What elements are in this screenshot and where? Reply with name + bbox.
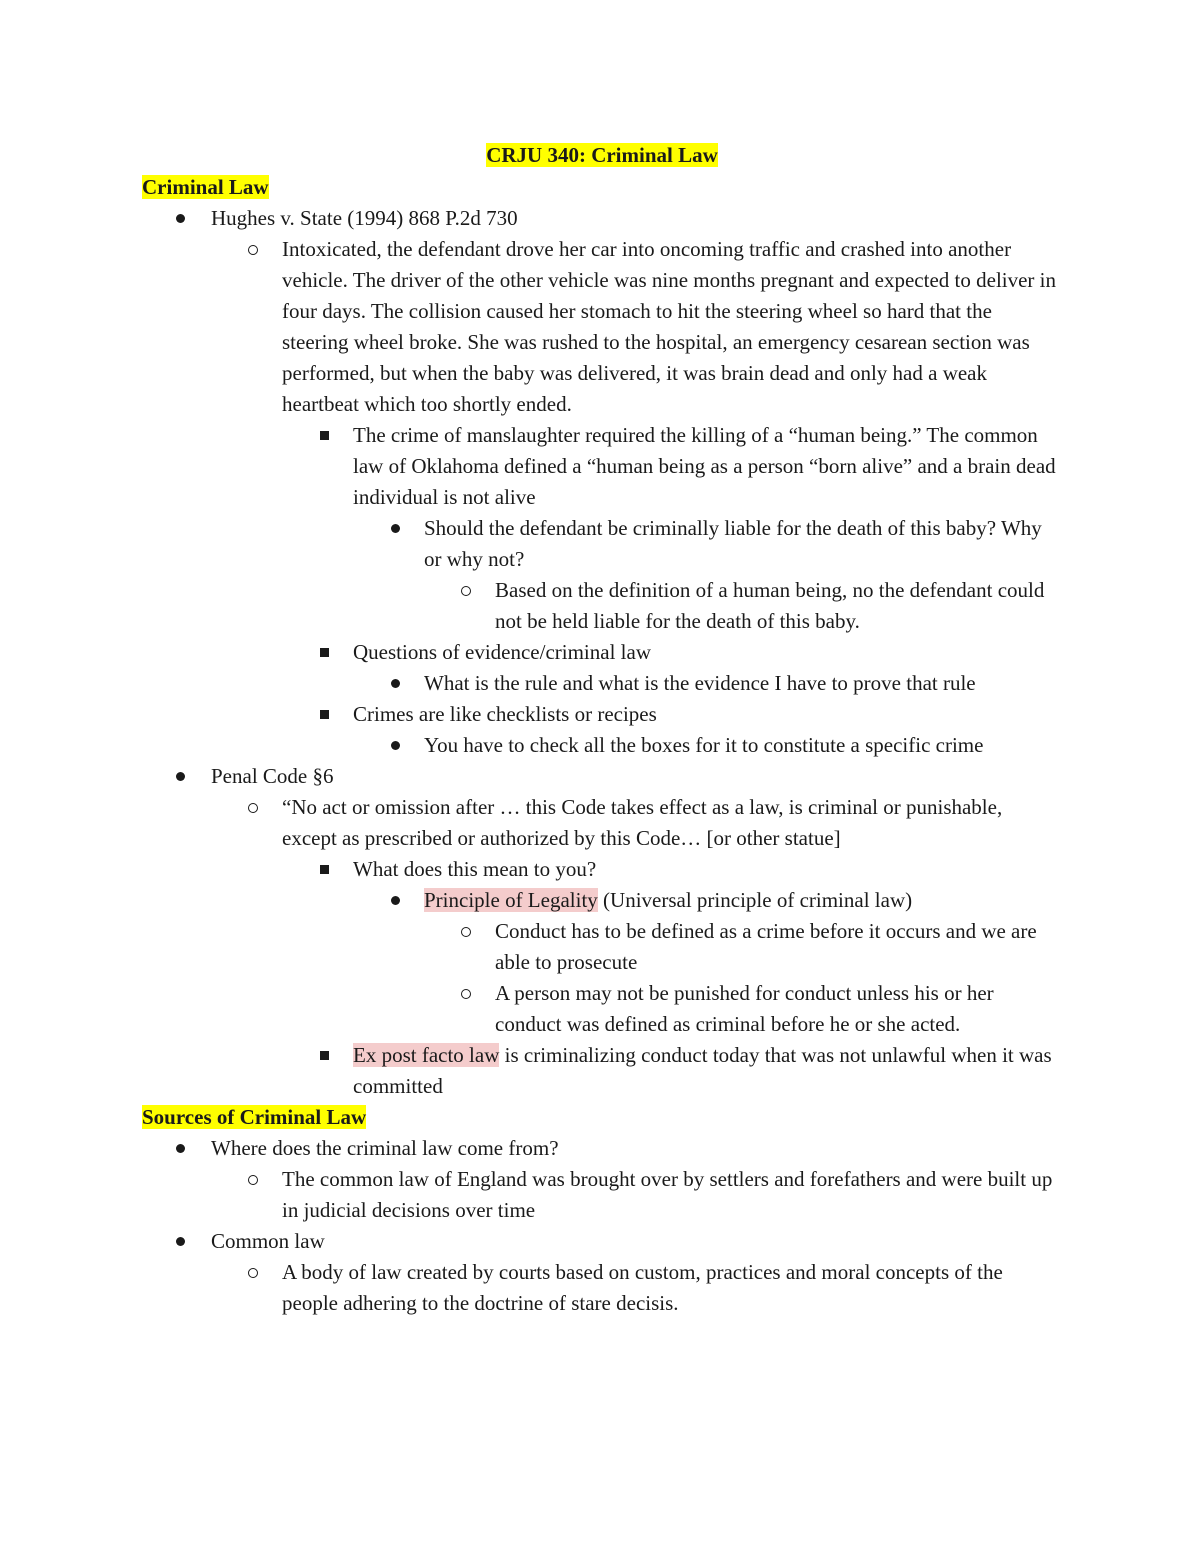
legality-description: (Universal principle of criminal law)	[597, 888, 913, 912]
liability-question: Should the defendant be criminally liable for the death of this baby? Why or why not?	[424, 516, 1042, 571]
common-law-definition: A body of law created by courts based on custom, practices and moral concepts of the people adhering to the doctrine of stare decisis.	[282, 1260, 1003, 1315]
ex-post-facto-term: Ex post facto law	[353, 1043, 500, 1067]
section-heading-sources	[142, 1102, 1062, 1133]
bullet-square-icon	[314, 420, 334, 451]
section-heading-criminal-law	[142, 172, 1062, 203]
list-item	[142, 730, 1062, 761]
bullet-circle-icon	[243, 792, 263, 823]
list-item	[142, 854, 1062, 885]
liability-answer: Based on the definition of a human being, no the defendant could not be held liable for the death of this baby.	[495, 578, 1045, 633]
list-item	[142, 1040, 1062, 1102]
bullet-circle-icon	[456, 575, 476, 606]
list-item	[142, 1133, 1062, 1164]
bullet-dot-icon	[170, 761, 190, 792]
bullet-dot-icon	[170, 1226, 190, 1257]
list-item	[142, 1164, 1062, 1226]
checklists-note: Crimes are like checklists or recipes	[353, 702, 657, 726]
case-facts: Intoxicated, the defendant drove her car into oncoming traffic and crashed into another vehicle. The driver of the other vehicle was nine months pregnant and expected to deliver in four days. The collision caused her stomach to hit the steering wheel so hard that the steering wheel broke. She was rushed to the hospital, an emergency cesarean section was performed, but when the baby was delivered, it was brain dead and only had a weak heartbeat which too shortly ended.	[282, 237, 1057, 416]
bullet-square-icon	[314, 699, 334, 730]
legality-point-2: A person may not be punished for conduct unless his or her conduct was defined as criminal before he or she acted.	[495, 981, 994, 1036]
bullet-circle-icon	[243, 1257, 263, 1288]
bullet-dot-icon	[170, 203, 190, 234]
bullet-square-icon	[314, 637, 334, 668]
list-item	[142, 761, 1062, 792]
list-item	[142, 575, 1062, 637]
sources-question: Where does the criminal law come from?	[211, 1136, 559, 1160]
manslaughter-note: The crime of manslaughter required the killing of a “human being.” The common law of Oklahoma defined a “human being as a person “born alive” and a brain dead individual is not alive	[353, 423, 1056, 509]
bullet-square-icon	[314, 854, 334, 885]
bullet-square-icon	[314, 1040, 334, 1071]
bullet-dot-icon	[170, 1133, 190, 1164]
list-item	[142, 668, 1062, 699]
penal-code-name: Penal Code §6	[211, 764, 334, 788]
list-item	[142, 420, 1062, 513]
list-item	[142, 1226, 1062, 1257]
section-heading-text: Sources of Criminal Law	[142, 1105, 367, 1129]
case-name: Hughes v. State (1994) 868 P.2d 730	[211, 206, 518, 230]
section-heading-text: Criminal Law	[142, 175, 269, 199]
legality-term: Principle of Legality	[424, 888, 598, 912]
bullet-circle-icon	[456, 916, 476, 947]
ex-post-facto-description: is criminalizing conduct today that was not unlawful when it was committed	[353, 1043, 1052, 1098]
evidence-answer: What is the rule and what is the evidence I have to prove that rule	[424, 671, 976, 695]
list-item	[142, 203, 1062, 234]
page-title	[142, 140, 1062, 171]
checklists-detail: You have to check all the boxes for it to constitute a specific crime	[424, 733, 984, 757]
bullet-circle-icon	[456, 978, 476, 1009]
evidence-question: Questions of evidence/criminal law	[353, 640, 651, 664]
document-body	[142, 140, 1062, 1319]
list-item	[142, 1257, 1062, 1319]
legality-point-1: Conduct has to be defined as a crime before it occurs and we are able to prosecute	[495, 919, 1037, 974]
list-item	[142, 637, 1062, 668]
common-law-term: Common law	[211, 1229, 325, 1253]
list-item	[142, 234, 1062, 420]
bullet-dot-icon	[385, 730, 405, 761]
bullet-circle-icon	[243, 1164, 263, 1195]
bullet-circle-icon	[243, 234, 263, 265]
bullet-dot-icon	[385, 885, 405, 916]
list-item	[142, 513, 1062, 575]
meaning-question: What does this mean to you?	[353, 857, 597, 881]
sources-answer: The common law of England was brought over by settlers and forefathers and were built up in judicial decisions over time	[282, 1167, 1053, 1222]
list-item	[142, 978, 1062, 1040]
bullet-dot-icon	[385, 668, 405, 699]
list-item	[142, 792, 1062, 854]
penal-code-quote: “No act or omission after … this Code takes effect as a law, is criminal or punishable, except as prescribed or authorized by this Code… [or other statue]	[282, 795, 1003, 850]
list-item	[142, 916, 1062, 978]
list-item	[142, 699, 1062, 730]
page-title-text: CRJU 340: Criminal Law	[486, 143, 718, 167]
bullet-dot-icon	[385, 513, 405, 544]
list-item	[142, 885, 1062, 916]
